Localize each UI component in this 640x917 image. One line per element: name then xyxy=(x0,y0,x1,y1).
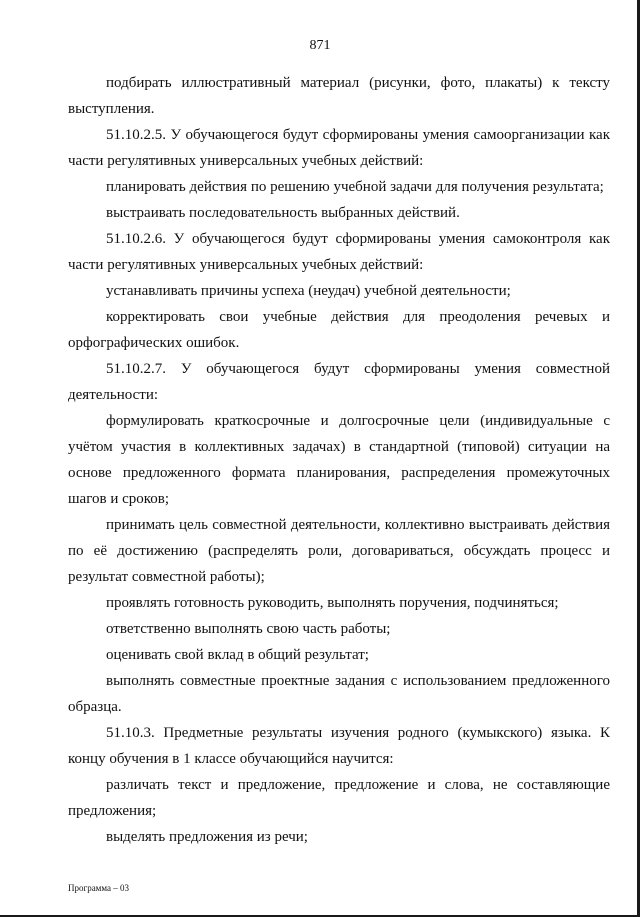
footer-program-label: Программа – 03 xyxy=(68,883,130,893)
section-heading-paragraph: 51.10.3. Предметные результаты изучения родного (кумыкского) языка. К концу обучения в 1 классе обучающийся научится: xyxy=(68,725,610,767)
paragraph: оценивать свой вклад в общий результат; xyxy=(106,647,369,663)
paragraph: выстраивать последовательность выбранных действий. xyxy=(106,205,460,221)
section-heading-paragraph: 51.10.2.5. У обучающегося будут сформированы умения самоорганизации как части регулятивных универсальных учебных действий: xyxy=(68,127,610,169)
paragraph: выделять предложения из речи; xyxy=(106,829,308,845)
paragraph: корректировать свои учебные действия для преодоления речевых и орфографических ошибок. xyxy=(68,309,610,351)
document-body xyxy=(68,70,610,850)
paragraph: подбирать иллюстративный материал (рисунки, фото, плакаты) к тексту выступления. xyxy=(68,75,610,117)
page-number: 871 xyxy=(309,38,331,53)
paragraph: принимать цель совместной деятельности, коллективно выстраивать действия по её достижению (распределять роли, договариваться, обсуждать процесс и результат совместной работы); xyxy=(68,517,610,585)
paragraph: выполнять совместные проектные задания с использованием предложенного образца. xyxy=(68,673,610,715)
paragraph: планировать действия по решению учебной задачи для получения результата; xyxy=(106,179,604,195)
section-heading-paragraph: 51.10.2.7. У обучающегося будут сформированы умения совместной деятельности: xyxy=(68,361,610,403)
paragraph: устанавливать причины успеха (неудач) учебной деятельности; xyxy=(106,283,511,299)
section-heading-paragraph: 51.10.2.6. У обучающегося будут сформированы умения самоконтроля как части регулятивных универсальных учебных действий: xyxy=(68,231,610,273)
paragraph: ответственно выполнять свою часть работы; xyxy=(106,621,391,637)
paragraph: проявлять готовность руководить, выполнять поручения, подчиняться; xyxy=(106,595,559,611)
paragraph: различать текст и предложение, предложение и слова, не составляющие предложения; xyxy=(68,777,610,819)
paragraph: формулировать краткосрочные и долгосрочные цели (индивидуальные с учётом участия в коллективных задачах) в стандартной (типовой) ситуации на основе предложенного формата планирования, распределения промежуточных шагов и сроков; xyxy=(68,413,610,507)
